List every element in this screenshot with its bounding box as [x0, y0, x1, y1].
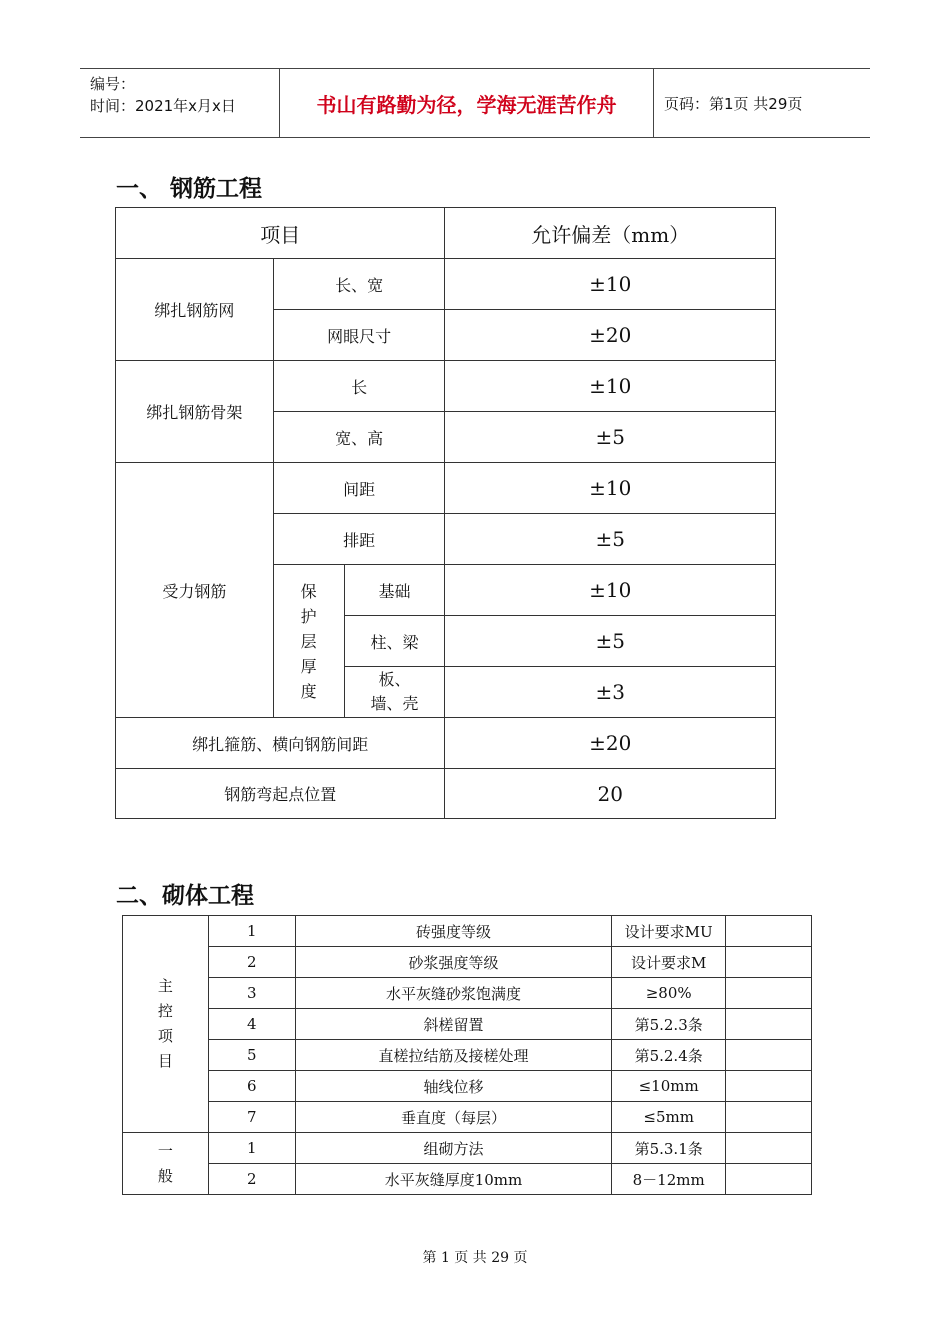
tolerance-value: ±10 — [445, 463, 776, 514]
item-label: 板、墙、壳 — [344, 667, 445, 718]
blank-cell — [726, 916, 812, 947]
item-label: 宽、高 — [273, 412, 445, 463]
check-item: 垂直度（每层） — [295, 1102, 612, 1133]
section2-title: 二、砌体工程 — [116, 883, 254, 909]
time-label: 时间：2021年x月x日 — [90, 97, 236, 115]
tolerance-value: 20 — [445, 769, 776, 819]
col-header-item: 项目 — [116, 208, 445, 259]
page-header — [80, 68, 870, 138]
item-label: 间距 — [273, 463, 445, 514]
row-number: 2 — [208, 1164, 295, 1195]
row-number: 5 — [208, 1040, 295, 1071]
col-header-tolerance: 允许偏差（mm） — [445, 208, 776, 259]
masonry-table — [122, 915, 812, 1195]
check-item: 轴线位移 — [295, 1071, 612, 1102]
tolerance-value: ±5 — [445, 514, 776, 565]
item-label: 长、宽 — [273, 259, 445, 310]
row-number: 4 — [208, 1009, 295, 1040]
requirement: 设计要求M — [612, 947, 726, 978]
check-item: 组砌方法 — [295, 1133, 612, 1164]
table-row — [123, 916, 812, 947]
tolerance-value: ±20 — [445, 718, 776, 769]
check-item: 砂浆强度等级 — [295, 947, 612, 978]
blank-cell — [726, 1040, 812, 1071]
requirement: ≤5mm — [612, 1102, 726, 1133]
blank-cell — [726, 947, 812, 978]
check-item: 直槎拉结筋及接槎处理 — [295, 1040, 612, 1071]
row-number: 3 — [208, 978, 295, 1009]
row-number: 7 — [208, 1102, 295, 1133]
blank-cell — [726, 1133, 812, 1164]
table-row — [123, 1040, 812, 1071]
row-number: 6 — [208, 1071, 295, 1102]
check-item: 水平灰缝砂浆饱满度 — [295, 978, 612, 1009]
blank-cell — [726, 1071, 812, 1102]
item-label: 网眼尺寸 — [273, 310, 445, 361]
page-footer: 第 1 页 共 29 页 — [422, 1250, 528, 1266]
table-row — [123, 1009, 812, 1040]
table-row — [123, 947, 812, 978]
tolerance-value: ±10 — [445, 259, 776, 310]
check-item: 水平灰缝厚度10mm — [295, 1164, 612, 1195]
table-row — [123, 1133, 812, 1164]
subgroup-label: 保护层厚度 — [273, 565, 344, 718]
item-label: 基础 — [344, 565, 445, 616]
row-number: 1 — [208, 1133, 295, 1164]
requirement: 设计要求MU — [612, 916, 726, 947]
group-label: 绑扎钢筋骨架 — [116, 361, 274, 463]
item-label: 排距 — [273, 514, 445, 565]
requirement: ≤10mm — [612, 1071, 726, 1102]
tolerance-value: ±5 — [445, 616, 776, 667]
item-label: 钢筋弯起点位置 — [116, 769, 445, 819]
tolerance-value: ±20 — [445, 310, 776, 361]
requirement: ≥80% — [612, 978, 726, 1009]
blank-cell — [726, 1102, 812, 1133]
rebar-table — [115, 207, 776, 819]
main-items-label: 主控项目 — [123, 916, 209, 1133]
requirement: 8－12mm — [612, 1164, 726, 1195]
blank-cell — [726, 1164, 812, 1195]
item-label: 柱、梁 — [344, 616, 445, 667]
item-label: 绑扎箍筋、横向钢筋间距 — [116, 718, 445, 769]
header-meta — [80, 69, 280, 137]
table-row — [123, 1164, 812, 1195]
table-row — [123, 978, 812, 1009]
check-item: 斜槎留置 — [295, 1009, 612, 1040]
blank-cell — [726, 978, 812, 1009]
tolerance-value: ±3 — [445, 667, 776, 718]
motto: 书山有路勤为径，学海无涯苦作舟 — [280, 69, 654, 137]
requirement: 第5.2.3条 — [612, 1009, 726, 1040]
requirement: 第5.3.1条 — [612, 1133, 726, 1164]
tolerance-value: ±5 — [445, 412, 776, 463]
group-label: 受力钢筋 — [116, 463, 274, 718]
tolerance-value: ±10 — [445, 361, 776, 412]
table-row — [123, 1102, 812, 1133]
check-item: 砖强度等级 — [295, 916, 612, 947]
page-info: 页码：第1页 共29页 — [664, 94, 803, 113]
requirement: 第5.2.4条 — [612, 1040, 726, 1071]
item-label: 长 — [273, 361, 445, 412]
general-items-label: 一般 — [123, 1133, 209, 1195]
table-row — [123, 1071, 812, 1102]
section1-title: 一、 钢筋工程 — [116, 176, 263, 202]
blank-cell — [726, 1009, 812, 1040]
row-number: 1 — [208, 916, 295, 947]
row-number: 2 — [208, 947, 295, 978]
tolerance-value: ±10 — [445, 565, 776, 616]
number-label: 编号： — [90, 75, 136, 93]
group-label: 绑扎钢筋网 — [116, 259, 274, 361]
